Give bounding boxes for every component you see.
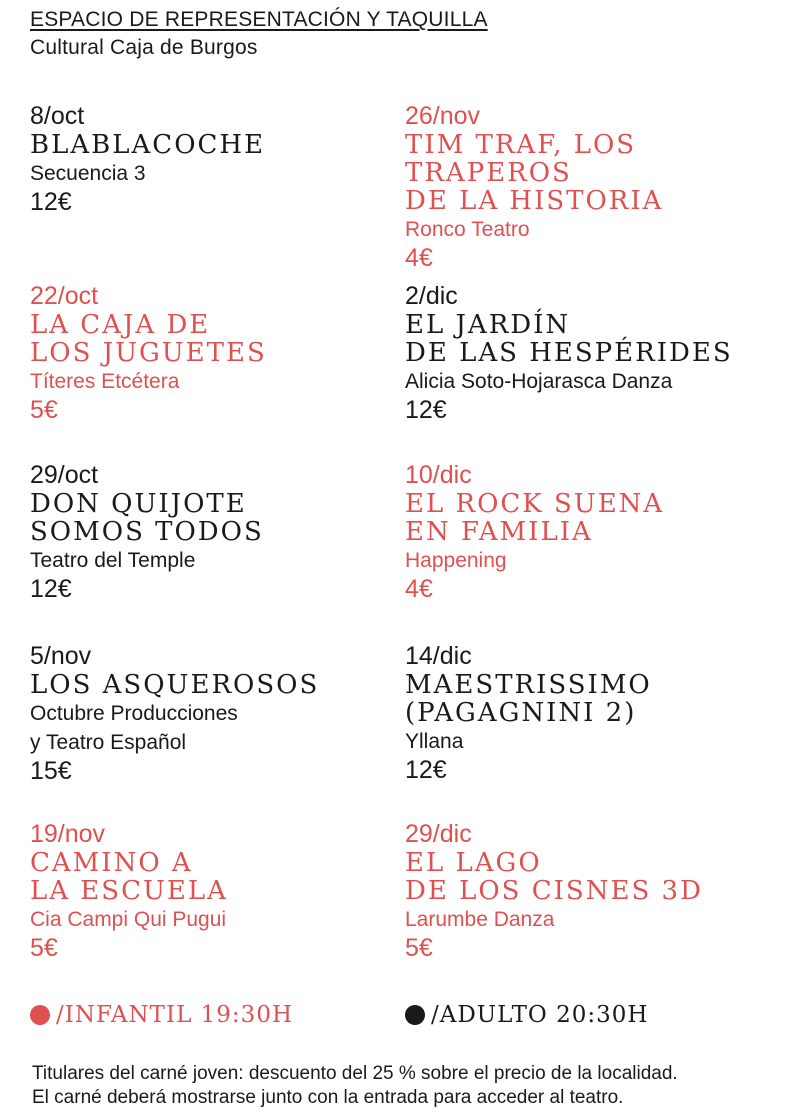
- event-la-caja-de-los-juguetes: [30, 281, 410, 425]
- event-company: Teatro del Temple: [30, 549, 196, 572]
- event-title: DON QUIJOTE SOMOS TODOS: [30, 489, 264, 547]
- event-company: Secuencia 3: [30, 162, 146, 185]
- red-dot-icon: [30, 1005, 50, 1025]
- legend-adulto-label: /ADULTO 20:30H: [431, 1002, 649, 1028]
- event-company: Títeres Etcétera: [30, 370, 180, 393]
- event-camino-a-la-escuela: [30, 819, 410, 963]
- event-date: 22/oct: [30, 282, 99, 310]
- event-company: Alicia Soto-Hojarasca Danza: [405, 370, 673, 393]
- event-company: Octubre Producciones y Teatro Español: [30, 702, 238, 754]
- event-company: Ronco Teatro: [405, 218, 530, 241]
- event-blablacoche: [30, 101, 410, 217]
- event-date: 29/oct: [30, 461, 99, 489]
- legend-adulto: [405, 1002, 648, 1028]
- event-price: 5€: [405, 934, 433, 962]
- event-title: TIM TRAF, LOS TRAPEROS DE LA HISTORIA: [405, 130, 664, 216]
- event-price: 4€: [405, 244, 433, 272]
- event-title: EL LAGO DE LOS CISNES 3D: [405, 848, 703, 906]
- event-date: 29/dic: [405, 820, 472, 848]
- event-el-jardin-de-las-hesperides: [405, 281, 785, 425]
- venue-title: ESPACIO DE REPRESENTACIÓN Y TAQUILLA: [30, 8, 488, 31]
- event-date: 14/dic: [405, 642, 472, 670]
- event-title: LOS ASQUEROSOS: [30, 670, 320, 700]
- event-price: 12€: [30, 188, 72, 216]
- event-price: 12€: [405, 396, 447, 424]
- event-title: CAMINO A LA ESCUELA: [30, 848, 228, 906]
- organization-name: Cultural Caja de Burgos: [30, 36, 258, 59]
- event-date: 10/dic: [405, 461, 472, 489]
- event-price: 5€: [30, 396, 58, 424]
- header: [30, 6, 488, 62]
- event-title: LA CAJA DE LOS JUGUETES: [30, 310, 267, 368]
- event-title: EL ROCK SUENA EN FAMILIA: [405, 489, 665, 547]
- event-company: Happening: [405, 549, 507, 572]
- event-date: 8/oct: [30, 102, 85, 130]
- event-price: 5€: [30, 934, 58, 962]
- event-el-lago-de-los-cisnes: [405, 819, 785, 963]
- event-los-asquerosos: [30, 641, 410, 786]
- event-title: MAESTRISSIMO (PAGAGNINI 2): [405, 670, 652, 728]
- footer-line-2: El carné deberá mostrarse junto con la entrada para acceder al teatro.: [32, 1087, 624, 1108]
- black-dot-icon: [405, 1005, 425, 1025]
- event-date: 19/nov: [30, 820, 106, 848]
- event-date: 5/nov: [30, 642, 92, 670]
- event-title: BLABLACOCHE: [30, 130, 266, 160]
- event-date: 26/nov: [405, 102, 481, 130]
- footer-note: [32, 1062, 792, 1110]
- event-el-rock-suena-en-familia: [405, 460, 785, 604]
- event-price: 12€: [30, 575, 72, 603]
- event-company: Yllana: [405, 730, 464, 753]
- legend-infantil-label: /INFANTIL 19:30H: [56, 1002, 294, 1028]
- footer-line-1: Titulares del carné joven: descuento del 25 % sobre el precio de la localidad.: [32, 1063, 678, 1084]
- event-price: 12€: [405, 756, 447, 784]
- event-company: Larumbe Danza: [405, 908, 555, 931]
- event-tim-traf: [405, 101, 785, 273]
- event-title: EL JARDÍN DE LAS HESPÉRIDES: [405, 310, 733, 368]
- event-don-quijote-somos-todos: [30, 460, 410, 604]
- event-price: 15€: [30, 757, 72, 785]
- event-maestrissimo: [405, 641, 785, 785]
- event-price: 4€: [405, 575, 433, 603]
- event-date: 2/dic: [405, 282, 458, 310]
- legend-infantil: [30, 1002, 293, 1028]
- event-company: Cia Campi Qui Pugui: [30, 908, 227, 931]
